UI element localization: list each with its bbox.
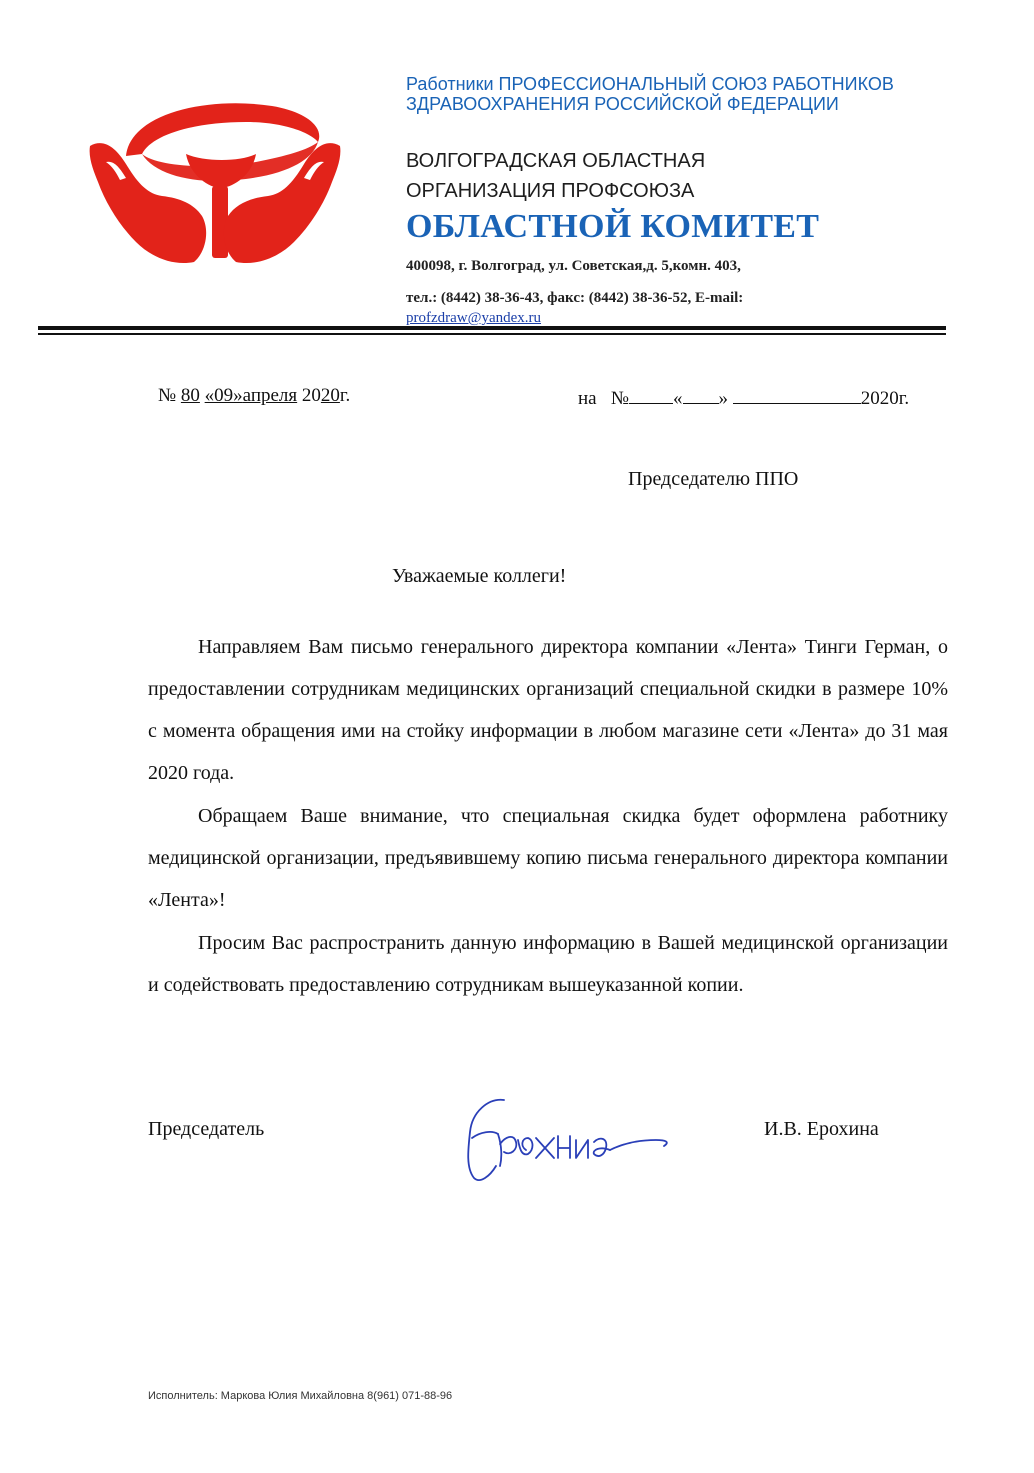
reply-day-blank — [683, 385, 719, 404]
paragraph: Просим Вас распространить данную информацию в Вашей медицинской организации и содействовать предоставлению сотрудникам вышеуказанной копии. — [148, 932, 948, 996]
letter-body — [148, 626, 948, 1007]
contacts-phones: тел.: (8442) 38-36-43, факс: (8442) 38-36-52, E-mail: — [406, 290, 744, 306]
regional-organization — [406, 146, 966, 206]
paragraph: Обращаем Ваше внимание, что специальная скидка будет оформлена работнику медицинской организации, предъявившему копию письма генерального директора компании «Лента»! — [148, 805, 948, 911]
executor-note: Исполнитель: Маркова Юлия Михайловна 8(961) 071-88-96 — [148, 1390, 453, 1402]
signatory-name: И.В. Ерохина — [764, 1118, 879, 1140]
addressee: Председателю ППО — [628, 468, 799, 490]
email-link[interactable]: profzdraw@yandex.ru — [406, 310, 542, 326]
header-divider-thick — [38, 326, 946, 330]
number-sign: № — [158, 385, 177, 406]
union-name: Работники ПРОФЕССИОНАЛЬНЫЙ СОЮЗ РАБОТНИКОВ ЗДРАВООХРАНЕНИЯ РОССИЙСКОЙ ФЕДЕРАЦИИ — [406, 74, 894, 114]
outgoing-year-prefix: 20 — [301, 385, 321, 406]
reply-month-blank — [733, 385, 861, 404]
outgoing-year-unit: г. — [339, 385, 351, 406]
outgoing-month: апреля — [242, 385, 298, 406]
header-divider-thin — [38, 333, 946, 335]
reply-quote-open: « — [673, 388, 683, 409]
union-logo — [86, 92, 344, 270]
greeting: Уважаемые коллеги! — [392, 565, 567, 587]
outgoing-year-suffix: 20 — [320, 385, 340, 406]
address: 400098, г. Волгоград, ул. Советская,д. 5,комн. 403, — [406, 258, 741, 274]
reply-label: на — [578, 388, 597, 409]
reply-reference — [578, 385, 909, 410]
contacts — [406, 288, 966, 328]
org-line-2: ОРГАНИЗАЦИЯ ПРОФСОЮЗА — [406, 180, 695, 202]
org-line-1: ВОЛГОГРАДСКАЯ ОБЛАСТНАЯ — [406, 150, 706, 172]
paragraph: Направляем Вам письмо генерального директора компании «Лента» Тинги Герман, о предоставлении сотрудникам медицинских организаций специальной скидки в размере 10% с момента обращения ими на стойку информации в любом магазине сети «Лента» до 31 мая 2020 года. — [148, 636, 948, 784]
reply-year: 2020г. — [860, 388, 910, 409]
outgoing-reference — [158, 385, 350, 407]
signatory-title: Председатель — [148, 1118, 265, 1140]
reply-number-blank — [629, 385, 673, 404]
reply-quote-close: » — [718, 388, 728, 409]
committee-title: ОБЛАСТНОЙ КОМИТЕТ — [406, 208, 820, 245]
outgoing-day: «09» — [204, 385, 243, 406]
outgoing-number: 80 — [180, 385, 200, 406]
handwritten-signature — [458, 1092, 674, 1188]
reply-number-sign: № — [610, 388, 629, 409]
